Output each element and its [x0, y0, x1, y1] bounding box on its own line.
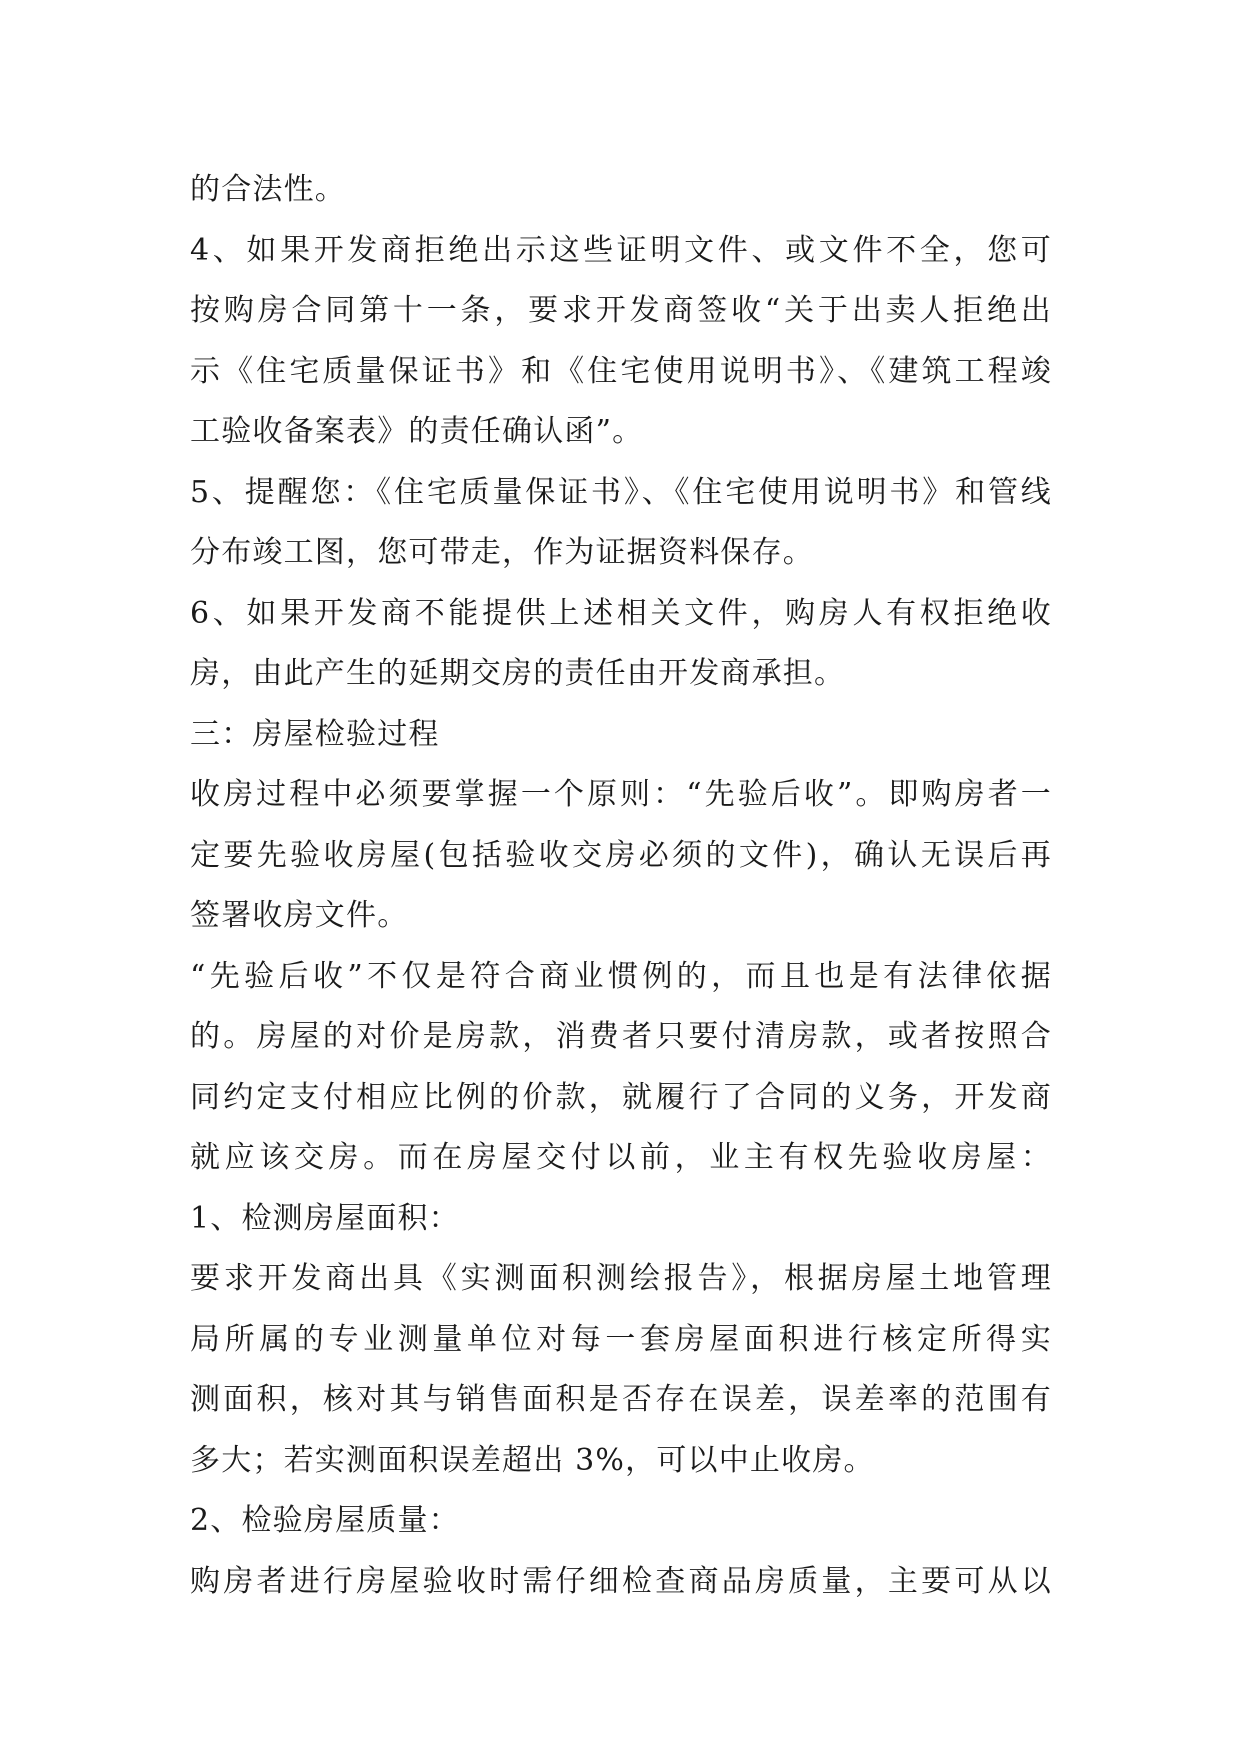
text-line: 6、如果开发商不能提供上述相关文件，购房人有权拒绝收	[190, 595, 1052, 631]
text-line: 局所属的专业测量单位对每一套房屋面积进行核定所得实	[190, 1321, 1052, 1357]
text-line: 定要先验收房屋(包括验收交房必须的文件)，确认无误后再	[190, 837, 1052, 873]
document-body	[190, 160, 1052, 1612]
text-line: 三：房屋检验过程	[190, 716, 440, 752]
text-line: 要求开发商出具《实测面积测绘报告》，根据房屋土地管理	[190, 1261, 1052, 1296]
text-line: 签署收房文件。	[190, 898, 409, 933]
text-line: 工验收备案表》的责任确认函”。	[190, 414, 644, 449]
text-line: 2、检验房屋质量：	[190, 1503, 460, 1538]
text-line: 按购房合同第十一条，要求开发商签收“关于出卖人拒绝出	[190, 293, 1052, 328]
text-line: 4、如果开发商拒绝出示这些证明文件、或文件不全，您可	[190, 232, 1052, 268]
text-line: 的。房屋的对价是房款，消费者只要付清房款，或者按照合	[190, 1019, 1052, 1054]
text-line: 1、检测房屋面积：	[190, 1200, 460, 1236]
text-line: 的合法性。	[190, 172, 346, 207]
text-line: 5、提醒您：《住宅质量保证书》、《住宅使用说明书》和管线	[190, 474, 1052, 510]
text-line: 收房过程中必须要掌握一个原则：“先验后收”。即购房者一	[190, 777, 1052, 812]
text-line: 多大；若实测面积误差超出 3%，可以中止收房。	[190, 1442, 875, 1478]
text-line: 就应该交房。而在房屋交付以前，业主有权先验收房屋：	[190, 1140, 1052, 1175]
text-line: 示《住宅质量保证书》和《住宅使用说明书》、《建筑工程竣	[190, 353, 1052, 389]
text-line: “先验后收”不仅是符合商业惯例的，而且也是有法律依据	[190, 958, 1052, 994]
text-line: 购房者进行房屋验收时需仔细检查商品房质量，主要可从以	[190, 1563, 1052, 1599]
text-line: 分布竣工图，您可带走，作为证据资料保存。	[190, 535, 814, 570]
text-line: 房，由此产生的延期交房的责任由开发商承担。	[190, 656, 846, 691]
text-line: 同约定支付相应比例的价款，就履行了合同的义务，开发商	[190, 1079, 1052, 1115]
text-line: 测面积，核对其与销售面积是否存在误差，误差率的范围有	[190, 1382, 1052, 1417]
